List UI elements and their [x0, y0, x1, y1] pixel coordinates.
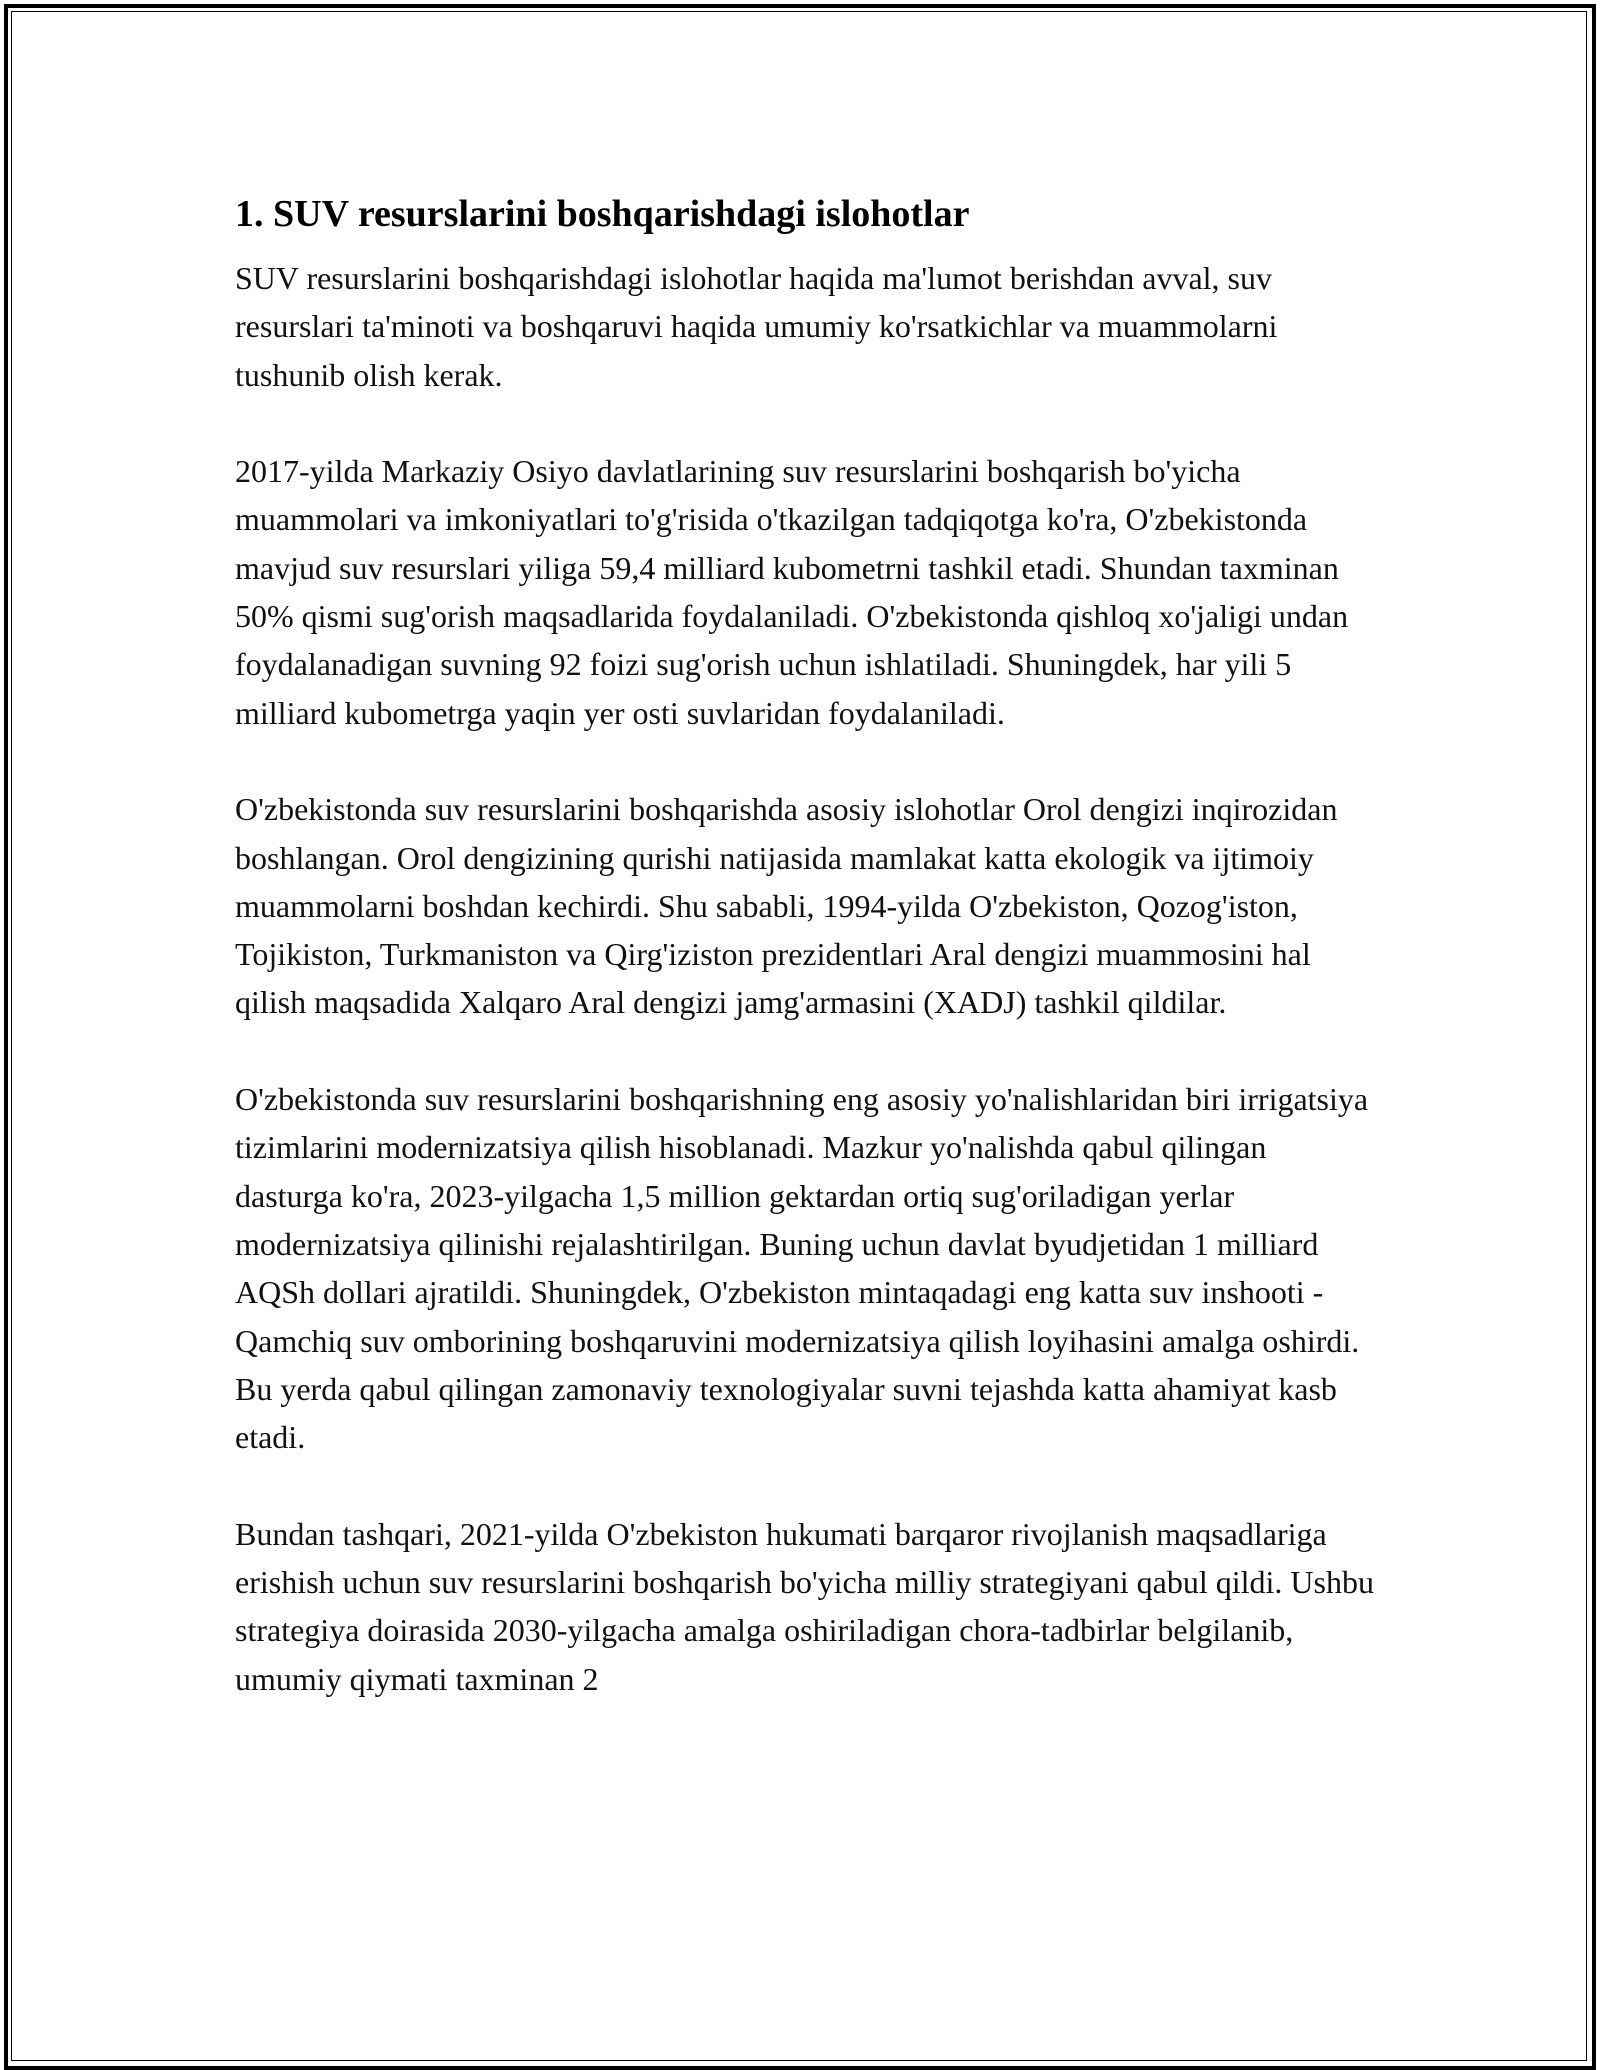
section-title: 1. SUV resurslarini boshqarishdagi islohotlar [235, 193, 970, 235]
paragraph-water-resources-stats: 2017-yilda Markaziy Osiyo davlatlarining suv resurslarini boshqarish bo'yicha muammolari va imkoniyatlari to'g'risida o'tkazilgan tadqiqotga ko'ra, O'zbekistonda mavjud suv resurslari yiliga 59,4 milliard kubometrni tashkil etadi. Shundan taxminan 50% qismi sug'orish maqsadlarida foydalaniladi. O'zbekistonda qishloq xo'jaligi undan foydalanadigan suvning 92 foizi sug'orish uchun ishlatiladi. Shuningdek, har yili 5 milliard kubometrga yaqin yer osti suvlaridan foydalaniladi. [235, 453, 1349, 731]
paragraph-aral-sea-crisis: O'zbekistonda suv resurslarini boshqarishda asosiy islohotlar Orol dengizi inqirozidan boshlangan. Orol dengizining qurishi natijasida mamlakat katta ekologik va ijtimoiy muammolarni boshdan kechirdi. Shu sababli, 1994-yilda O'zbekiston, Qozog'iston, Tojikiston, Turkmaniston va Qirg'iziston prezidentlari Aral dengizi muammosini hal qilish maqsadida Xalqaro Aral dengizi jamg'armasini (XADJ) tashkil qildilar. [235, 791, 1338, 1021]
paragraph-irrigation-modernization: O'zbekistonda suv resurslarini boshqarishning eng asosiy yo'nalishlaridan biri irrigatsiya tizimlarini modernizatsiya qilish hisoblanadi. Mazkur yo'nalishda qabul qilingan dasturga ko'ra, 2023-yilgacha 1,5 million gektardan ortiq sug'oriladigan yerlar modernizatsiya qilinishi rejalashtirilgan. Buning uchun davlat byudjetidan 1 milliard AQSh dollari ajratildi. Shuningdek, O'zbekiston mintaqadagi eng katta suv inshooti - Qamchiq suv omborining boshqaruvini modernizatsiya qilish loyihasini amalga oshirdi. Bu yerda qabul qilingan zamonaviy texnologiyalar suvni tejashda katta ahamiyat kasb etadi. [235, 1081, 1369, 1456]
document-body [235, 186, 1375, 1751]
paragraph-intro: SUV resurslarini boshqarishdagi islohotlar haqida ma'lumot berishdan avval, suv resurslari ta'minoti va boshqaruvi haqida umumiy ko'rsatkichlar va muammolarni tushunib olish kerak. [235, 260, 1278, 393]
paragraph-national-strategy: Bundan tashqari, 2021-yilda O'zbekiston hukumati barqaror rivojlanish maqsadlariga erishish uchun suv resurslarini boshqarish bo'yicha milliy strategiyani qabul qildi. Ushbu strategiya doirasida 2030-yilgacha amalga oshiriladigan chora-tadbirlar belgilanib, umumiy qiymati taxminan 2 [235, 1515, 1374, 1697]
